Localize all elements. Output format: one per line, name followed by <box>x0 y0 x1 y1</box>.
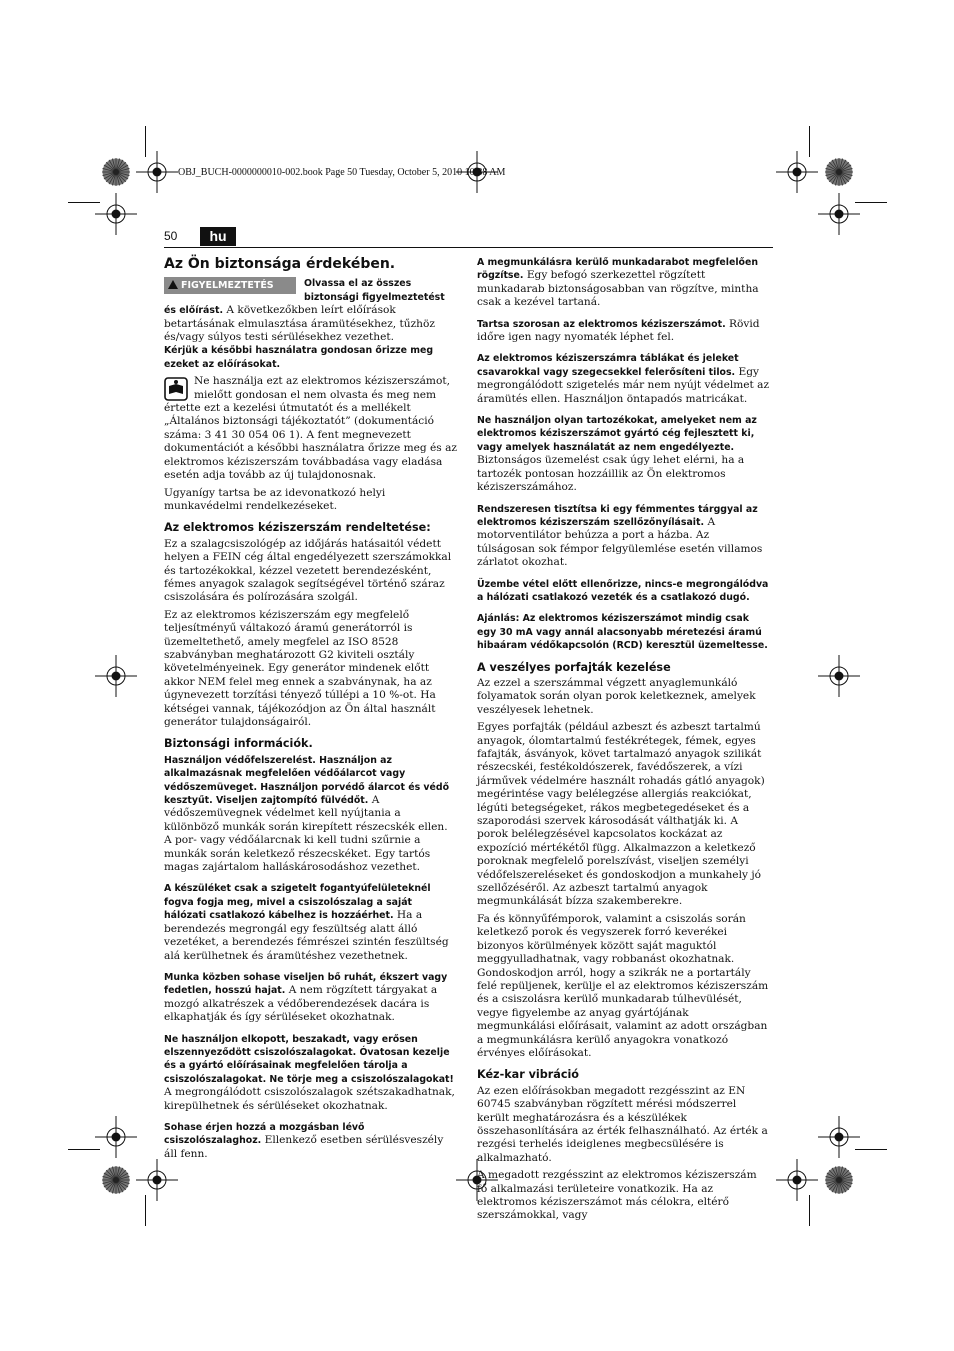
color-wheel-mark <box>825 158 853 186</box>
language-badge: hu <box>200 227 236 246</box>
accessories-paragraph <box>477 414 770 494</box>
crosshair-mark <box>818 655 860 697</box>
check-cable: Üzembe vétel előtt ellenőrizze, nincs-e megrongálódva a hálózati csatlakozó vezeték és a csatlakozó dugó. <box>477 578 769 603</box>
crop-mark <box>145 126 146 157</box>
crosshair-mark <box>818 1116 860 1158</box>
crosshair-mark <box>95 1116 137 1158</box>
keep-instructions: Kérjük a későbbi használatra gondosan őrizze meg ezeket az előírásokat. <box>164 345 434 370</box>
rcd-recommendation: Ajánlás: Az elektromos kéziszerszámot mindig csak egy 30 mA vagy annál alacsonyabb méretezési áramú hibaáram védőkapcsolón (RCD) keresztül üzemeltesse. <box>477 613 768 652</box>
insulated-bold: A készüléket csak a szigetelt fogantyúfelületeknél fogva fogja meg, mivel a csiszolószalag a saját hálózati csatlakozó kábelhez is hozzáérhet. <box>164 883 431 922</box>
crosshair-mark <box>136 1159 178 1201</box>
vibration-text-1: Az ezen előírásokban megadott rezgésszint az EN 60745 szabványban rögzített mérési módszerrel került meghatározásra és a készülékek összehasonlítására az érték felhasználható. Az érték a rezgési terhelés ideiglenes megbecsülésére is alkalmazható. <box>477 1084 768 1164</box>
warning-badge <box>164 277 296 294</box>
clean-text: A motorventilátor behúzza a port a házba. Az túlságosan sok fémpor felgyülemlése esetén villamos zárlatot okozhat. <box>477 515 763 569</box>
crosshair-mark <box>95 655 137 697</box>
workpiece-paragraph <box>477 256 770 310</box>
moving-bold: Sohase érjen hozzá a mozgásban lévő csiszolószalaghoz. <box>164 1121 365 1147</box>
belts-text: A megrongálódott csiszolószalagok szétszakadhatnak, kirepülhetnek és sérüléseket okozhatnak. <box>164 1086 455 1112</box>
insulated-text: Ha a berendezés megrongál egy feszültség alatt álló vezetéket, a berendezés fémrészei szintén feszültség alá kerülhetnek és áramütéshez vezethetnek. <box>164 909 449 962</box>
clothing-bold: Munka közben sohase viseljen bő ruhát, ékszert vagy fedetlen, hosszú hajat. <box>164 971 448 997</box>
ppe-bold: Használjon védőfelszerelést. Használjon az alkalmazásnak megfelelően védőálarcot vagy védőszemüveget. Használjon porvédő álarcot és védő kesztyűt. Viseljen zajtompító fülvédőt. <box>164 754 450 807</box>
accessories-bold: Ne használjon olyan tartozékokat, amelyeket nem az elektromos kéziszerszámot gyártó cég fejlesztett ki, vagy amelyek használatát az nem engedélyezte. <box>477 415 757 453</box>
page-number: 50 <box>164 229 178 243</box>
moving-text: Ellenkező esetben sérülésveszély áll fenn. <box>164 1134 444 1160</box>
color-wheel-mark <box>102 1166 130 1194</box>
print-header: OBJ_BUCH-0000000010-002.book Page 50 Tuesday, October 5, 2010 10:38 AM <box>178 167 506 178</box>
dust-heading: A veszélyes porfajták kezelése <box>477 660 671 674</box>
workpiece-text: Egy befogó szerkezettel rögzített munkadarab biztonságosabban van rögzítve, mintha csak a kezével tartaná. <box>477 269 759 309</box>
dust-text-3: Fa és könnyűfémporok, valamint a csiszolás során keletkező porok és vegyszerek forró keverékei bizonyos körülmények között saját maguktól meggyulladhatnak, vagy robbanást okozhatnak. Gondoskodjon arról, hogy a szikrák ne a portartály felé repüljenek, kerülje el az elektromos kéziszerszám és a csiszolásra kerülő munkadarab túlhevülését, vegye figyelembe az anyag gyártójának megmunkálási előírásait, valamint az adott országban a megmunkálásra kerülő anyagokra vonatkozó érvényes előírásokat. <box>477 912 769 1059</box>
crop-mark <box>68 1149 100 1150</box>
clothing-paragraph <box>164 971 457 1025</box>
accessories-text: Biztonságos üzemelést csak úgy lehet elérni, ha a tartozék pontosan hozzáillik az Ön elektromos kéziszerszámához. <box>477 454 745 494</box>
purpose-text-2: Ez az elektromos kéziszerszám egy megfelelő teljesítményű váltakozó áramú generátorról is üzemeltethető, amely megfelel az ISO 8528 szabványban meghatározott G2 kiviteli osztály követelményeinek. Egy generátor mindenek előtt akkor NEM felel meg ennek a szabványnak, ha az úgynevezett torzítási tényező túllépi a 10 %-ot. Ha kétségei vannak, tájékozódjon az Ön által használt generátor tulajdonságairól. <box>164 608 436 728</box>
header-rule <box>164 247 773 248</box>
hold-text: Rövid időre igen nagy nyomaték léphet fel. <box>477 317 760 344</box>
read-manual-icon <box>164 377 188 401</box>
warning-text: A következőkben leírt előírások betartásának elmulasztása áramütésekhez, tűzhöz és/vagy súlyos testi sérülésekhez vezethet. <box>164 304 435 344</box>
insulated-paragraph <box>164 882 457 962</box>
dust-text-1: Az ezzel a szerszámmal végzett anyaglemunkáló folyamatok során olyan porok keletkeznek, amelyek veszélyesek lehetnek. <box>477 676 756 716</box>
left-column <box>164 256 457 1165</box>
manual-text: Ne használja ezt az elektromos kéziszerszámot, mielőtt gondosan el nem olvasta és meg nem értette ezt a kezelési útmutatót és a mellékelt „Általános biztonsági tájékoztatót” (dokumentáció száma: 3 41 30 054 06 1). A fent megnevezett dokumentációt a későbbi használatra őrizze meg és az elektromos kéziszerszám továbbadása vagy eladása esetén adja tovább az új tulajdonosnak. <box>164 375 458 482</box>
crosshair-mark <box>776 151 818 193</box>
crop-mark <box>145 1195 146 1226</box>
crop-mark <box>68 202 100 203</box>
crop-mark <box>855 1149 887 1150</box>
safety-heading: Biztonsági információk. <box>164 737 313 751</box>
clothing-text: A nem rögzített tárgyakat a mozgó alkatrészek a védőberendezések dacára is elkaphatják és így sérüléseket okozhatnak. <box>164 984 438 1024</box>
warning-triangle-icon <box>168 280 178 289</box>
ppe-text: A védőszemüvegnek védelmet kell nyújtania a különböző munkák során kirepített részecskék ellen. A por- vagy védőálarcnak ki kell tudni szűrnie a munkák során keletkező részecskéket. Egy tartós magas zajártalom halláskárosodáshoz vezethet. <box>164 794 448 874</box>
crosshair-mark <box>95 193 137 235</box>
plates-text: Egy megrongálódott szigetelés már nem nyújt védelmet az áramütés ellen. Használjon öntapadós matricákat. <box>477 365 770 405</box>
warning-label: FIGYELMEZTETÉS <box>181 280 274 292</box>
crosshair-mark <box>136 151 178 193</box>
clean-bold: Rendszeresen tisztítsa ki egy fémmentes tárggyal az elektromos kéziszerszám szellőzőnyílásait. <box>477 503 758 528</box>
right-column <box>477 256 770 1227</box>
plates-bold: Az elektromos kéziszerszámra táblákat és jeleket csavarokkal vagy szegecsekkel felerősíteni tilos. <box>477 353 739 378</box>
clean-paragraph <box>477 503 770 570</box>
vibration-heading: Kéz-kar vibráció <box>477 1068 579 1082</box>
crop-mark <box>809 126 810 157</box>
belts-bold: Ne használjon elkopott, beszakadt, vagy erősen elszennyeződött csiszolószalagokat. Óvatosan kezelje és a gyártó előírásainak megfelelően tárolja a csiszolószalagokat. Ne törje meg a csiszolószalagokat! <box>164 1033 454 1085</box>
warning-block <box>164 277 457 344</box>
warning-bold-text: Olvassa el az összes biztonsági figyelmeztetést és előírást. <box>164 278 445 317</box>
regulations-text: Ugyanígy tartsa be az idevonatkozó helyi munkavédelmi rendelkezéseket. <box>164 486 386 512</box>
workpiece-bold: A megmunkálásra kerülő munkadarabot megfelelően rögzítse. <box>477 257 759 282</box>
crosshair-mark <box>776 1159 818 1201</box>
manual-paragraph <box>164 375 457 482</box>
moving-paragraph <box>164 1121 457 1161</box>
hold-bold: Tartsa szorosan az elektromos kéziszerszámot. <box>477 318 726 330</box>
crop-mark <box>809 1195 810 1226</box>
crop-mark <box>855 202 887 203</box>
plates-paragraph <box>477 352 770 406</box>
purpose-heading: Az elektromos kéziszerszám rendeltetése: <box>164 521 431 535</box>
ppe-paragraph <box>164 754 457 875</box>
dust-text-2: Egyes porfajták (például azbeszt és azbeszt tartalmú anyagok, ólomtartalmú festékrétegek, fémek, egyes fafajták, ásványok, követ tartalmazó anyagok szilikát részecskéi, festékoldószerek, favédőszerek, a vízi járművek védelmére használt rohadás gátló anyagok) megérintése vagy belélegzése allergiás reakciókat, légúti betegségeket, rákos megbetegedéseket és a szaporodási szervek károsodását válthatják ki. A porok belélegzésével kapcsolatos kockázat az expozíció mértékétől függ. Alkalmazzon a keletkező poroknak megfelelő porelszívást, viseljen személyi védőfelszereléseket és gondoskodjon a munkahely jó szellőzéséről. Az azbeszt tartalmú anyagok megmunkálását bízza szakemberekre. <box>477 721 765 908</box>
crosshair-mark <box>818 193 860 235</box>
purpose-text-1: Ez a szalagcsiszológép az időjárás hatásaitól védett helyen a FEIN cég által engedélyezett szerszámokkal és tartozékokkal, kézzel vezetett berendezésként, fémes anyagok szalagok segítségével történő száraz csiszolására és polírozására szolgál. <box>164 537 452 604</box>
vibration-text-2: A megadott rezgésszint az elektromos kéziszerszám fő alkalmazási területeire vonatkozik. Ha az elektromos kéziszerszámot más célokra, eltérő szerszámokkal, vagy <box>477 1169 757 1222</box>
hold-paragraph <box>477 318 770 345</box>
color-wheel-mark <box>825 1166 853 1194</box>
color-wheel-mark <box>102 158 130 186</box>
belts-paragraph <box>164 1033 457 1113</box>
section-title: Az Ön biztonsága érdekében. <box>164 256 396 272</box>
